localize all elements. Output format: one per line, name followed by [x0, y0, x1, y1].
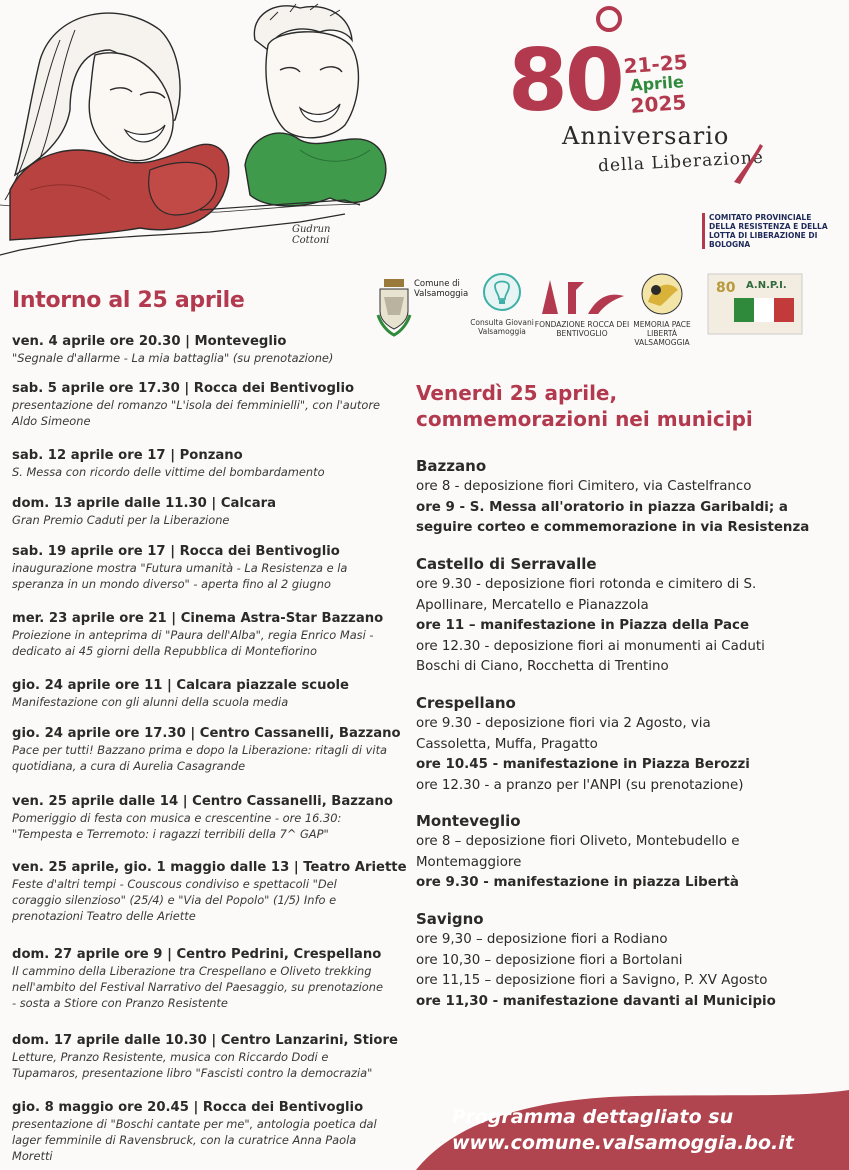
event-dates — [622, 49, 691, 118]
footer-line-1: Programma dettagliato su — [452, 1106, 734, 1128]
ceremony-line: ore 11,15 – deposizione fiori a Savigno, P. XV Agosto — [416, 973, 768, 988]
ceremony-line: ore 12.30 - deposizione fiori ai monumenti ai Caduti — [416, 638, 765, 654]
ceremony-line: ore 10,30 – deposizione fiori a Bortolani — [416, 952, 683, 968]
dates-month: Aprile — [629, 72, 685, 95]
event-description: Gran Premio Caduti per la Liberazione — [12, 513, 230, 527]
logo-fondazione-rocca — [532, 274, 632, 338]
municipio-name: Crespellano — [416, 694, 516, 712]
right-title-line-2: commemorazioni nei municipi — [416, 407, 753, 431]
red-brush-stroke — [730, 142, 764, 186]
event-heading: sab. 19 aprile ore 17 | Rocca dei Bentivoglio — [12, 544, 340, 559]
event-heading: gio. 24 aprile ore 17.30 | Centro Cassanelli, Bazzano — [12, 726, 401, 741]
memoria-label: MEMORIA PACE LIBERTÀ VALSAMOGGIA — [633, 320, 691, 347]
ceremony-line: ore 8 - deposizione fiori Cimitero, via Castelfranco — [416, 479, 752, 494]
ceremony-line: Cassoletta, Muffa, Pragatto — [416, 736, 598, 752]
event-item — [12, 1099, 388, 1164]
event-item — [12, 946, 388, 1011]
ceremony-line: ore 12.30 - a pranzo per l'ANPI (su prenotazione) — [416, 777, 744, 793]
logo-memoria-pace — [630, 272, 694, 347]
event-item — [12, 793, 393, 842]
ceremony-line: ore 11,30 - manifestazione davanti al Municipio — [416, 993, 776, 1009]
municipio-name: Castello di Serravalle — [416, 555, 597, 573]
municipio-section-crespellano — [416, 692, 826, 796]
ceremony-line: Montemaggiore — [416, 854, 522, 870]
svg-text:80: 80 — [716, 280, 736, 296]
event-description: Proiezione in anteprima di "Paura dell'Alba", regia Enrico Masi - dedicato ai 45 giorni della Repubblica di Montefiorino — [12, 628, 374, 658]
municipio-section-bazzano — [416, 455, 826, 539]
comitato-provinciale: COMITATO PROVINCIALE DELLA RESISTENZA E DELLA LOTTA DI LIBERAZIONE DI BOLOGNA — [702, 213, 839, 249]
ceremony-line: ore 9.30 - deposizione fiori via 2 Agosto, via — [416, 716, 711, 731]
dates-range: 21-25 — [622, 49, 689, 79]
degree-circle — [596, 6, 622, 32]
logo-comune-valsamoggia — [376, 275, 471, 337]
fondazione-label: FONDAZIONE ROCCA DEI BENTIVOGLIO — [534, 320, 630, 338]
right-title-line-1: Venerdì 25 aprile, — [416, 381, 618, 405]
event-item — [12, 333, 388, 366]
event-heading: ven. 4 aprile ore 20.30 | Monteveglio — [12, 334, 287, 349]
ceremony-line: ore 8 – deposizione fiori Oliveto, Montebudello e — [416, 834, 740, 849]
anniversary-title: Anniversario — [562, 122, 730, 150]
coat-of-arms-icon — [376, 275, 412, 337]
event-item — [12, 859, 407, 924]
event-description: presentazione di "Boschi cantate per me", antologia poetica dal lager femminile di Ravensbruck, con la curatrice Anna Paola Moretti — [12, 1117, 377, 1163]
anniversary-number: 80 — [508, 31, 622, 131]
municipio-section-serravalle — [416, 553, 826, 678]
event-item — [12, 380, 388, 429]
artist-signature — [292, 224, 331, 246]
ceremony-line: Boschi di Ciano, Rocchetta di Trentino — [416, 659, 669, 674]
liberation-title: della Liberazione — [597, 147, 765, 177]
event-description: Letture, Pranzo Resistente, musica con Riccardo Dodi e Tupamaros, presentazione libro "Fascisti contro la democrazia" — [12, 1050, 373, 1080]
event-heading: ven. 25 aprile, gio. 1 maggio dalle 13 | Teatro Ariette — [12, 860, 407, 875]
event-item — [12, 1032, 398, 1081]
children-illustration — [0, 0, 400, 262]
comune-label: Comune di Valsamoggia — [414, 279, 469, 299]
event-item — [12, 447, 388, 480]
ceremony-line: ore 10.45 - manifestazione in Piazza Berozzi — [416, 757, 750, 772]
footer-website-url[interactable]: www.comune.valsamoggia.bo.it — [452, 1132, 794, 1154]
event-description: Pomeriggio di festa con musica e crescentine - ore 16.30: "Tempesta e Terremoto: i ragazzi terribili della 7^ GAP" — [12, 811, 342, 841]
left-column-title: Intorno al 25 aprile — [12, 288, 245, 313]
event-item — [12, 495, 388, 528]
ceremony-line: seguire corteo e commemorazione in via Resistenza — [416, 520, 810, 535]
memoria-badge-icon — [630, 272, 694, 316]
event-heading: sab. 12 aprile ore 17 | Ponzano — [12, 448, 243, 463]
event-description: presentazione del romanzo "L'isola dei femminielli", con l'autore Aldo Simeone — [12, 398, 381, 428]
signature-line-2: Cottoni — [292, 235, 330, 246]
municipio-name: Monteveglio — [416, 812, 521, 830]
event-item — [12, 677, 388, 710]
event-description: "Segnale d'allarme - La mia battaglia" (su prenotazione) — [12, 351, 334, 365]
ceremony-line: ore 9.30 - deposizione fiori rotonda e cimitero di S. — [416, 577, 757, 592]
ceremony-line: Apollinare, Mercatello e Pianazzola — [416, 597, 649, 613]
event-description: Il cammino della Liberazione tra Crespellano e Oliveto trekking nell'ambito del Festival Narrativo del Paesaggio, su prenotazione - sosta a Stiore con Pranzo Resistente — [12, 964, 383, 1010]
event-item — [12, 543, 388, 592]
ceremony-line: ore 9 - S. Messa all'oratorio in piazza Garibaldi; a — [416, 499, 788, 515]
event-item — [12, 725, 401, 774]
event-item — [12, 610, 388, 659]
ceremony-line: ore 9,30 – deposizione fiori a Rodiano — [416, 932, 668, 947]
event-heading: mer. 23 aprile ore 21 | Cinema Astra-Star Bazzano — [12, 611, 384, 626]
municipio-section-savigno — [416, 908, 826, 1012]
dates-year: 2025 — [629, 90, 687, 118]
signature-line-1: Gudrun — [292, 224, 331, 235]
event-description: inaugurazione mostra "Futura umanità - La Resistenza e la speranza in un mondo diverso" - aperta fino al 2 giugno — [12, 561, 348, 591]
logo-consulta-giovani — [463, 272, 541, 336]
event-heading: gio. 8 maggio ore 20.45 | Rocca dei Bentivoglio — [12, 1100, 364, 1115]
event-heading: sab. 5 aprile ore 17.30 | Rocca dei Bentivoglio — [12, 381, 355, 396]
lightbulb-icon — [463, 272, 541, 314]
footer-program-link[interactable] — [452, 1104, 794, 1156]
event-heading: dom. 13 aprile dalle 11.30 | Calcara — [12, 496, 277, 511]
ceremony-line: ore 11 – manifestazione in Piazza della Pace — [416, 618, 750, 633]
event-heading: gio. 24 aprile ore 11 | Calcara piazzale scuole — [12, 678, 349, 693]
event-heading: dom. 27 aprile ore 9 | Centro Pedrini, Crespellano — [12, 947, 382, 962]
municipio-section-monteveglio — [416, 810, 826, 894]
logo-anpi — [706, 272, 804, 336]
municipio-name: Savigno — [416, 910, 484, 928]
consulta-label: Consulta Giovani Valsamoggia — [470, 318, 534, 336]
ceremony-line: ore 9.30 - manifestazione in piazza Libertà — [416, 875, 739, 890]
event-description: S. Messa con ricordo delle vittime del bombardamento — [12, 465, 325, 479]
rocca-icon — [532, 274, 632, 316]
event-description: Pace per tutti! Bazzano prima e dopo la Liberazione: ritagli di vita quotidiana, a cura di Aurelia Casagrande — [12, 743, 388, 773]
right-column-title — [416, 380, 753, 432]
event-heading: dom. 17 aprile dalle 10.30 | Centro Lanzarini, Stiore — [12, 1033, 398, 1048]
municipio-name: Bazzano — [416, 457, 487, 475]
event-description: Feste d'altri tempi - Couscous condiviso e spettacoli "Del coraggio silenzioso" (25/4) e "Via del Popolo" (1/5) Info e prenotazioni Teatro delle Ariette — [12, 877, 337, 923]
anpi-label: A.N.P.I. — [746, 280, 787, 291]
event-description: Manifestazione con gli alunni della scuola media — [12, 695, 289, 709]
event-heading: ven. 25 aprile dalle 14 | Centro Cassanelli, Bazzano — [12, 794, 393, 809]
